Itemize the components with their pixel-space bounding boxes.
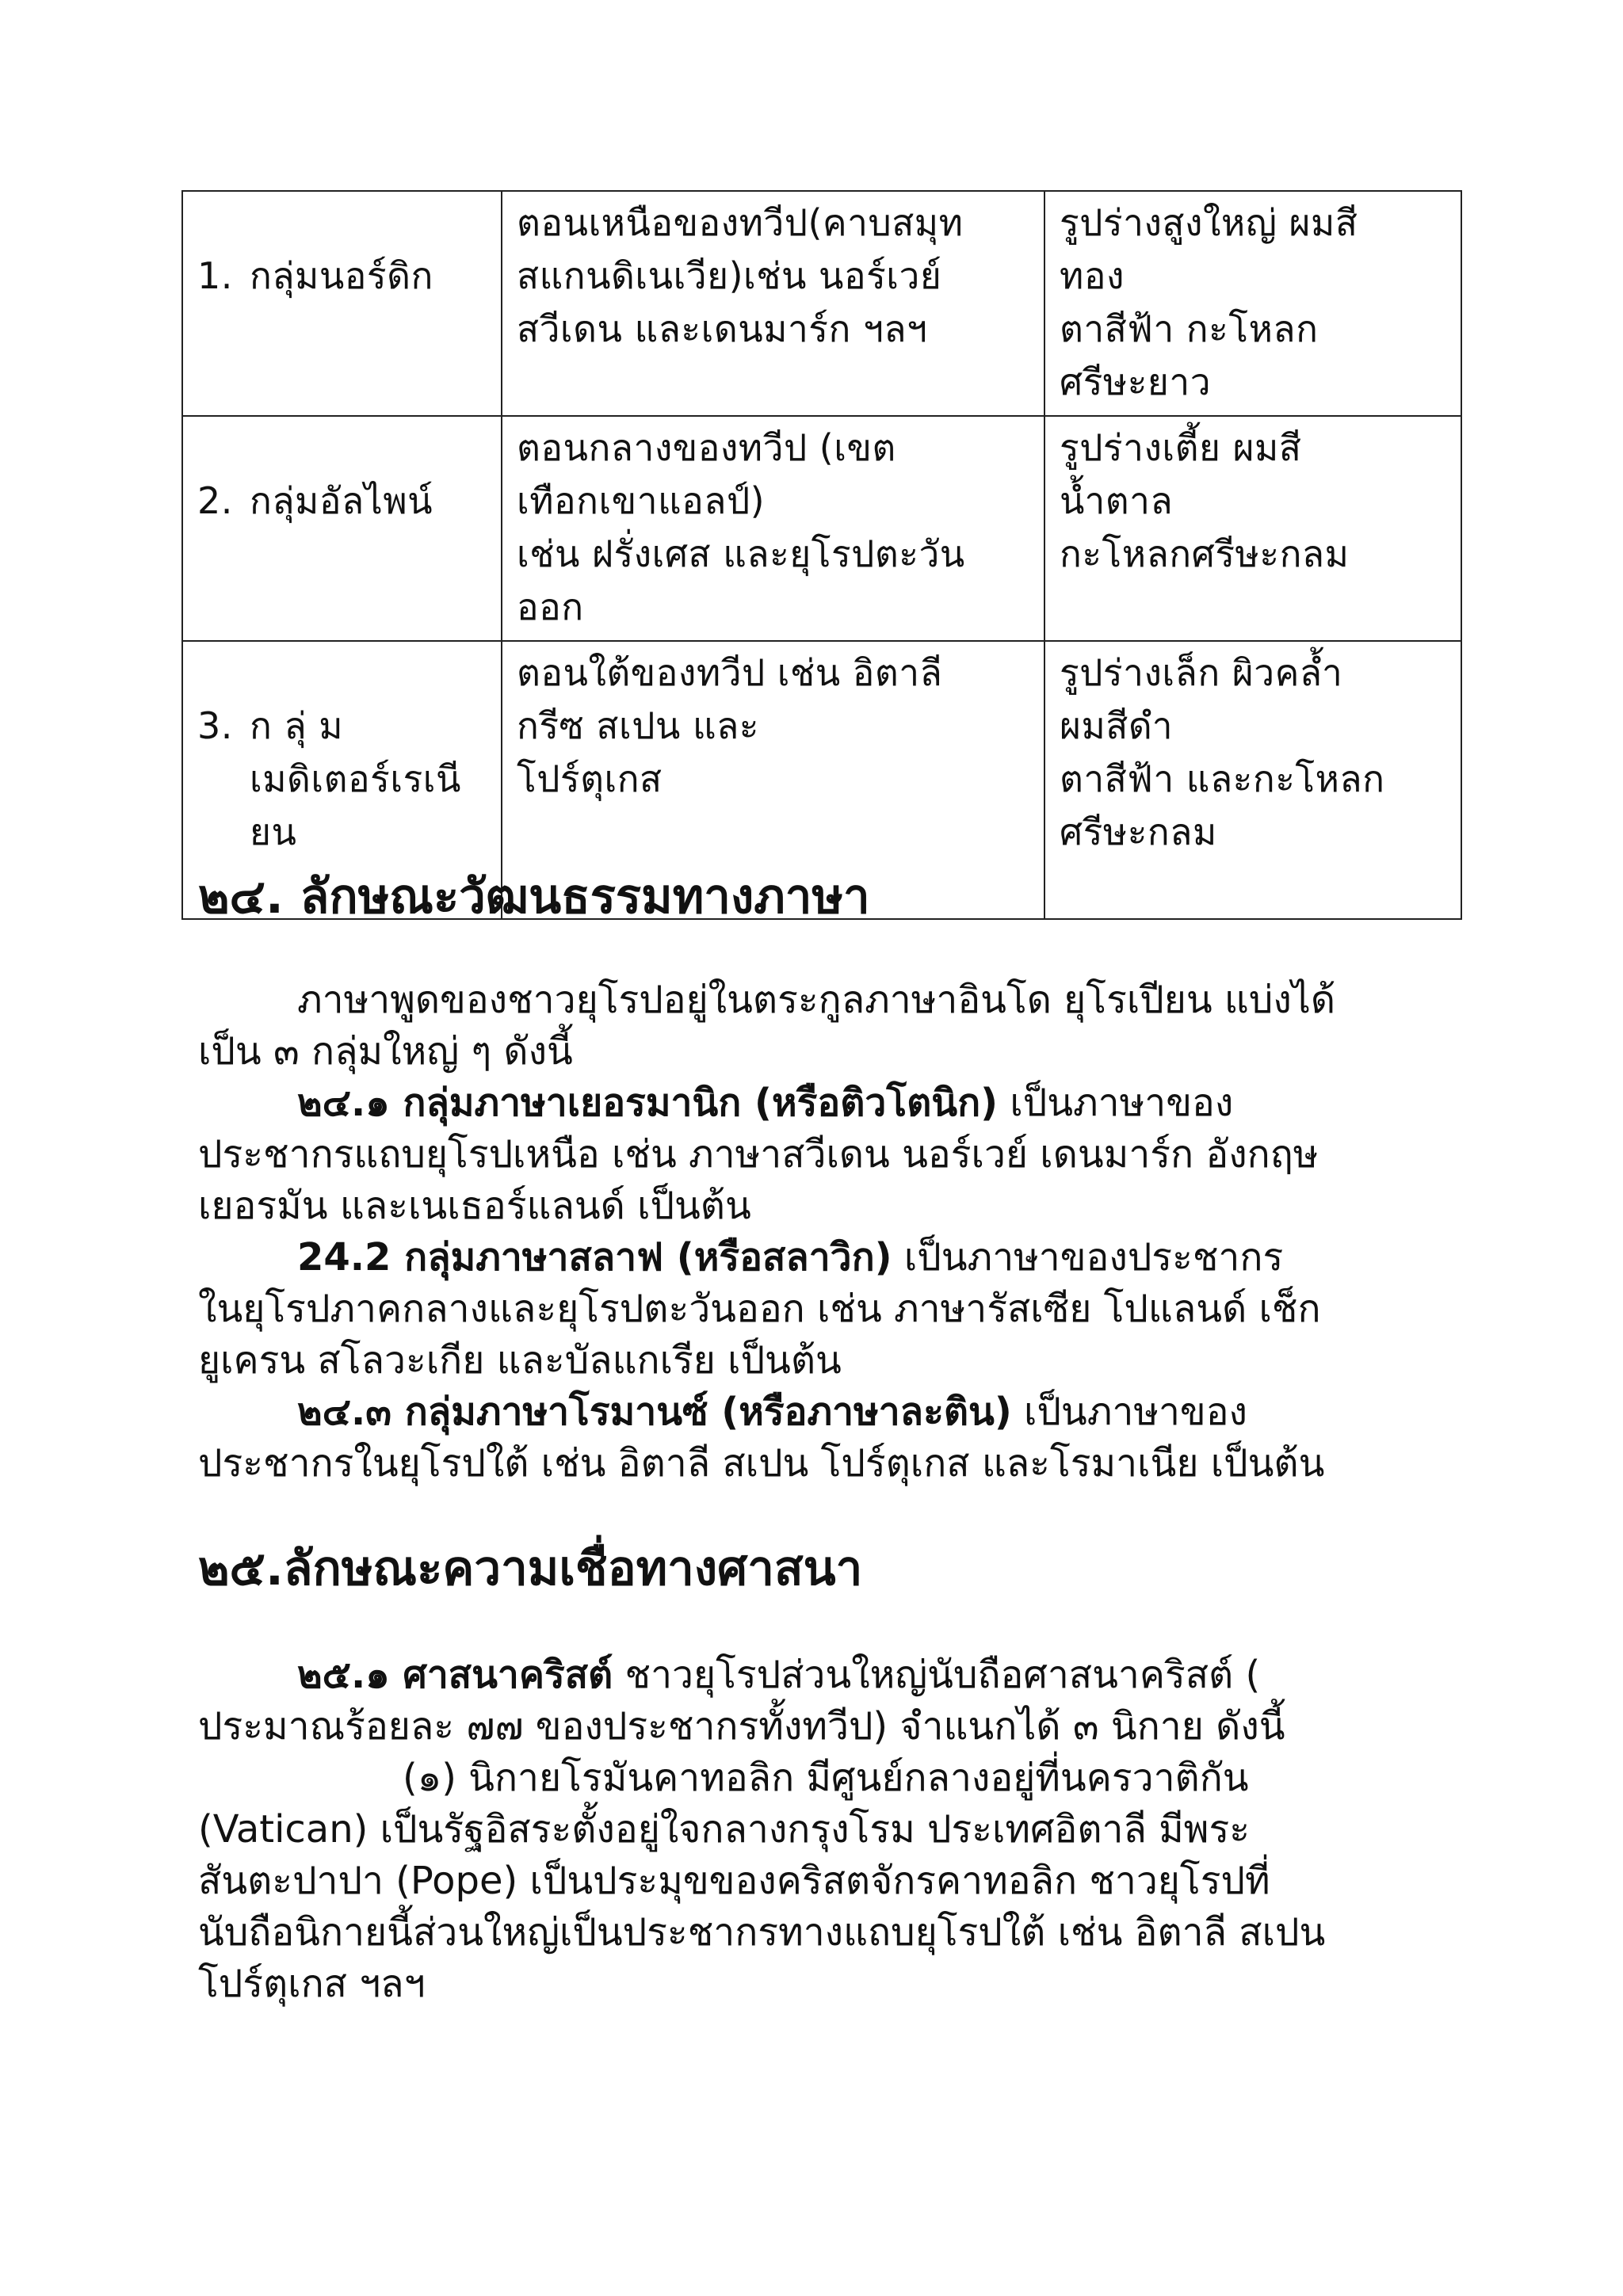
body-line: โปร์ตุเกส ฯลฯ bbox=[198, 1962, 426, 2006]
section-25-heading: ๒๕.ลักษณะความเชื่อทางศาสนา bbox=[198, 1541, 863, 1596]
subsection-24-2 bbox=[198, 1232, 1434, 1283]
body-line: เยอรมัน และเนเธอร์แลนด์ เป็นต้น bbox=[198, 1184, 751, 1228]
subsection-title: 24.2 กลุ่มภาษาสลาฟ (หรือสลาวิก) bbox=[297, 1235, 892, 1280]
intro-line: ภาษาพูดของชาวยุโรปอยู่ในตระกูลภาษาอินโด ยุโรเปียน แบ่งได้ bbox=[297, 978, 1336, 1022]
group-cell bbox=[182, 191, 502, 416]
traits-cell: รูปร่างเตี้ย ผมสี น้ำตาล กะโหลกศรีษะกลม bbox=[1044, 416, 1461, 641]
body-line: สันตะปาปา (Pope) เป็นประมุขของคริสตจักรคาทอลิก ชาวยุโรปที่ bbox=[198, 1859, 1270, 1903]
body-line: นับถือนิกายนี้ส่วนใหญ่เป็นประชากรทางแถบยุโรปใต้ เช่น อิตาลี สเปน bbox=[198, 1910, 1326, 1955]
subsection-text: เป็นภาษาของ bbox=[998, 1081, 1234, 1125]
group-number: 3. bbox=[197, 704, 233, 747]
group-name: กลุ่มนอร์ดิก bbox=[250, 254, 433, 297]
group-cell bbox=[182, 416, 502, 641]
subsection-24-3 bbox=[198, 1386, 1434, 1438]
subsection-text: เป็นภาษาของ bbox=[1011, 1390, 1247, 1434]
section-24-heading: ๒๔. ลักษณะวัฒนธรรมทางภาษา bbox=[198, 869, 870, 925]
section-25-body bbox=[198, 1650, 1434, 2010]
race-groups-table bbox=[181, 190, 1462, 920]
table-row bbox=[182, 191, 1461, 416]
table-row bbox=[182, 416, 1461, 641]
body-line: ประชากรแถบยุโรปเหนือ เช่น ภาษาสวีเดน นอร์เวย์ เดนมาร์ก อังกฤษ bbox=[198, 1132, 1319, 1177]
region-cell: ตอนเหนือของทวีป(คาบสมุท สแกนดิเนเวีย)เช่น นอร์เวย์ สวีเดน และเดนมาร์ก ฯลฯ bbox=[502, 191, 1044, 416]
body-line: ประชากรในยุโรปใต้ เช่น อิตาลี สเปน โปร์ตุเกส และโรมาเนีย เป็นต้น bbox=[198, 1441, 1325, 1486]
group-name: กลุ่มอัลไพน์ bbox=[250, 479, 433, 522]
intro-line: เป็น ๓ กลุ่มใหญ่ ๆ ดังนี้ bbox=[198, 1029, 573, 1074]
body-line: ในยุโรปภาคกลางและยุโรปตะวันออก เช่น ภาษารัสเซีย โปแลนด์ เช็ก bbox=[198, 1287, 1321, 1331]
group-number: 2. bbox=[197, 479, 233, 522]
region-cell: ตอนใต้ของทวีป เช่น อิตาลี กรีซ สเปน และ โปร์ตุเกส bbox=[502, 641, 1044, 919]
section-24-body bbox=[198, 974, 1434, 1489]
subsection-title: ๒๔.๑ กลุ่มภาษาเยอรมานิก (หรือติวโตนิก) bbox=[297, 1081, 999, 1125]
group-number: 1. bbox=[197, 254, 233, 297]
body-line: ประมาณร้อยละ ๗๗ ของประชากรทั้งทวีป) จำแนกได้ ๓ นิกาย ดังนี้ bbox=[198, 1704, 1285, 1749]
subsection-text: เป็นภาษาของประชากร bbox=[892, 1235, 1284, 1280]
body-line: ยูเครน สโลวะเกีย และบัลแกเรีย เป็นต้น bbox=[198, 1338, 842, 1383]
traits-cell: รูปร่างเล็ก ผิวคล้ำ ผมสีดำ ตาสีฟ้า และกะโหลก ศรีษะกลม bbox=[1044, 641, 1461, 919]
subsection-24-1 bbox=[198, 1077, 1434, 1129]
subsection-25-1 bbox=[198, 1650, 1434, 1701]
group-name: ก ลุ่ ม เมดิเตอร์เรเนี ยน bbox=[250, 704, 461, 853]
traits-cell: รูปร่างสูงใหญ่ ผมสี ทอง ตาสีฟ้า กะโหลก ศรีษะยาว bbox=[1044, 191, 1461, 416]
list-item-catholic: (๑) นิกายโรมันคาทอลิก มีศูนย์กลางอยู่ที่นครวาติกัน bbox=[403, 1756, 1249, 1800]
body-line: (Vatican) เป็นรัฐอิสระตั้งอยู่ใจกลางกรุงโรม ประเทศอิตาลี มีพระ bbox=[198, 1807, 1251, 1852]
subsection-title: ๒๕.๑ ศาสนาคริสต์ bbox=[297, 1653, 613, 1697]
subsection-text: ชาวยุโรปส่วนใหญ่นับถือศาสนาคริสต์ ( bbox=[613, 1653, 1261, 1697]
subsection-title: ๒๔.๓ กลุ่มภาษาโรมานซ์ (หรือภาษาละติน) bbox=[297, 1390, 1012, 1434]
region-cell: ตอนกลางของทวีป (เขต เทือกเขาแอลป์) เช่น ฝรั่งเศส และยุโรปตะวัน ออก bbox=[502, 416, 1044, 641]
